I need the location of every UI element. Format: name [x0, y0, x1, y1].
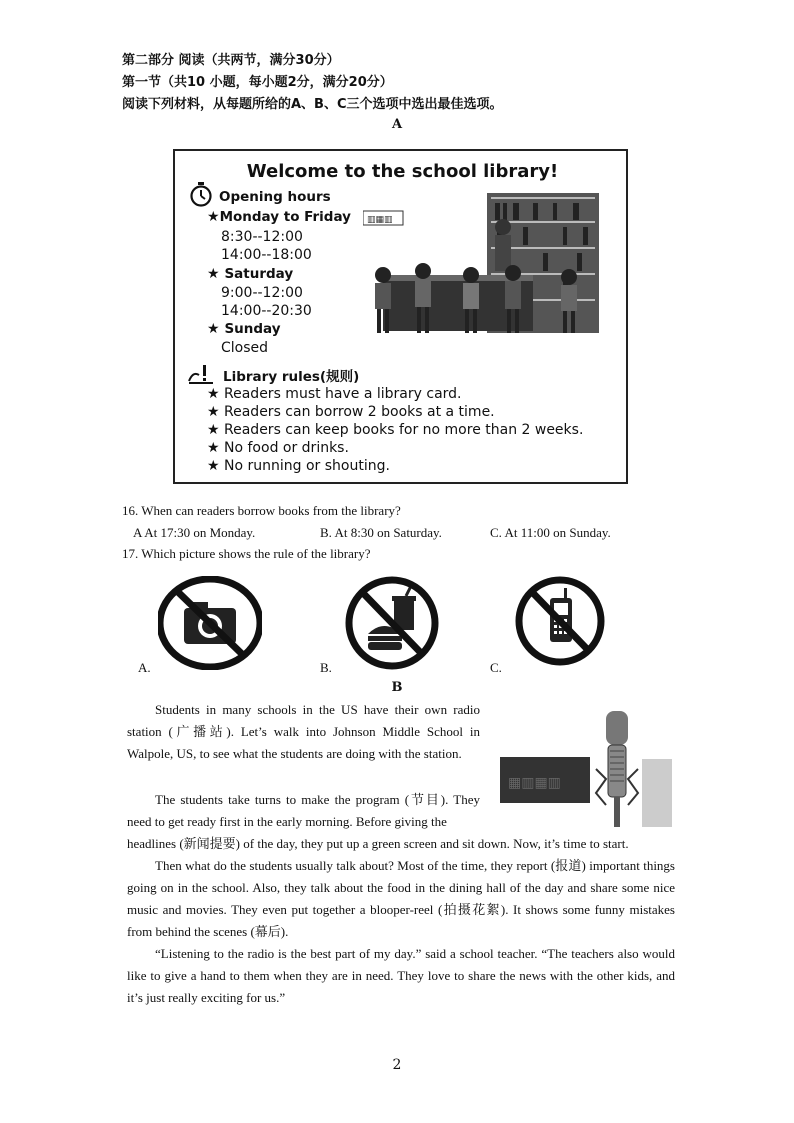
svg-text:▥▦▥: ▥▦▥ [367, 215, 393, 225]
star-icon: ★ [207, 440, 225, 456]
rule-text: Readers can borrow 2 books at a time. [224, 404, 495, 420]
rule-text: Readers can keep books for no more than 2 weeks. [224, 422, 584, 438]
rule-text: Readers must have a library card. [224, 386, 462, 402]
notice-title: Welcome to the school library! [246, 161, 559, 182]
passage-paragraph-3: Then what do the students usually talk about? Most of the time, they report (报道) important things going on in the school. Also, they talk about the food in the dining hall of the day and share some nice music and movies. They even put together a blooper-reel (拍摄花絮). It shows some funny mistakes from behind the scenes (幕后). [127, 858, 675, 939]
saturday-row [207, 266, 293, 282]
saturday-time-1: 9:00--12:00 [221, 285, 303, 301]
stopwatch-icon [189, 181, 213, 207]
question-17: 17. Which picture shows the rule of the library? [122, 546, 371, 561]
section-b-label: B [391, 680, 403, 695]
weekday-row [207, 209, 351, 225]
weekday-time-1: 8:30--12:00 [221, 229, 303, 245]
rule-item [207, 404, 495, 420]
library-illustration [363, 191, 603, 351]
rules-heading: Library rules(规则) [223, 369, 360, 385]
star-icon: ★ [207, 404, 225, 420]
question-16: 16. When can readers borrow books from the library? [122, 503, 401, 518]
q17-option-a[interactable]: A. [138, 660, 151, 675]
passage-paragraph-2: The students take turns to make the program (节目). They need to get ready first in the early morning. Before giving the [127, 792, 480, 829]
star-icon: ★ [207, 321, 225, 337]
sunday-row [207, 321, 281, 337]
svg-text:▦▥▦▥: ▦▥▦▥ [508, 775, 561, 791]
instructions: 阅读下列材料，从每题所给的A、B、C三个选项中选出最佳选项。 [122, 97, 503, 112]
warning-icon [187, 363, 217, 385]
q16-option-a[interactable]: A At 17:30 on Monday. [133, 525, 256, 540]
rule-item [207, 386, 462, 402]
q16-option-c[interactable]: C. At 11:00 on Sunday. [490, 525, 611, 540]
library-notice [173, 149, 628, 484]
opening-hours-heading: Opening hours [219, 189, 331, 205]
sunday-status: Closed [221, 340, 269, 356]
radio-station-picture [498, 709, 674, 829]
saturday-label: Saturday [224, 266, 294, 282]
sunday-label: Sunday [224, 321, 281, 337]
weekday-time-2: 14:00--18:00 [221, 247, 312, 263]
passage-paragraph-1: Students in many schools in the US have their own radio station (广播站). Let’s walk into Johnson Middle School in Walpole, US, to see what the students are doing with the station. [127, 702, 480, 761]
star-icon: ★ [207, 458, 225, 474]
q16-option-b[interactable]: B. At 8:30 on Saturday. [320, 525, 442, 540]
passage-paragraph-2-end: headlines (新闻提要) of the day, they put up a green screen and sit down. Now, it’s time to start. [127, 836, 629, 851]
star-icon: ★ [207, 209, 220, 225]
no-camera-icon[interactable] [158, 576, 262, 670]
rule-item [207, 458, 390, 474]
section-heading: 第二部分 阅读（共两节，满分30分） [122, 53, 340, 68]
page-number: 2 [392, 1057, 402, 1073]
subsection-heading: 第一节（共10 小题，每小题2分，满分20分） [122, 75, 393, 90]
section-a-label: A [391, 117, 403, 132]
star-icon: ★ [207, 266, 225, 282]
rule-text: No running or shouting. [224, 458, 390, 474]
rule-text: No food or drinks. [224, 440, 349, 456]
no-food-drink-icon[interactable] [344, 576, 440, 670]
rule-item [207, 440, 349, 456]
star-icon: ★ [207, 386, 225, 402]
q17-option-b[interactable]: B. [320, 660, 332, 675]
rule-item [207, 422, 583, 438]
no-phone-icon[interactable] [512, 576, 608, 666]
q17-option-c[interactable]: C. [490, 660, 502, 675]
saturday-time-2: 14:00--20:30 [221, 303, 312, 319]
weekday-label: Monday to Friday [219, 209, 351, 225]
star-icon: ★ [207, 422, 225, 438]
passage-paragraph-4: “Listening to the radio is the best part of my day.” said a school teacher. “The teachers also would like to give a hand to them when they are in need. They love to share the news with the other kids, and it’s just really exciting for us.” [127, 946, 675, 1005]
